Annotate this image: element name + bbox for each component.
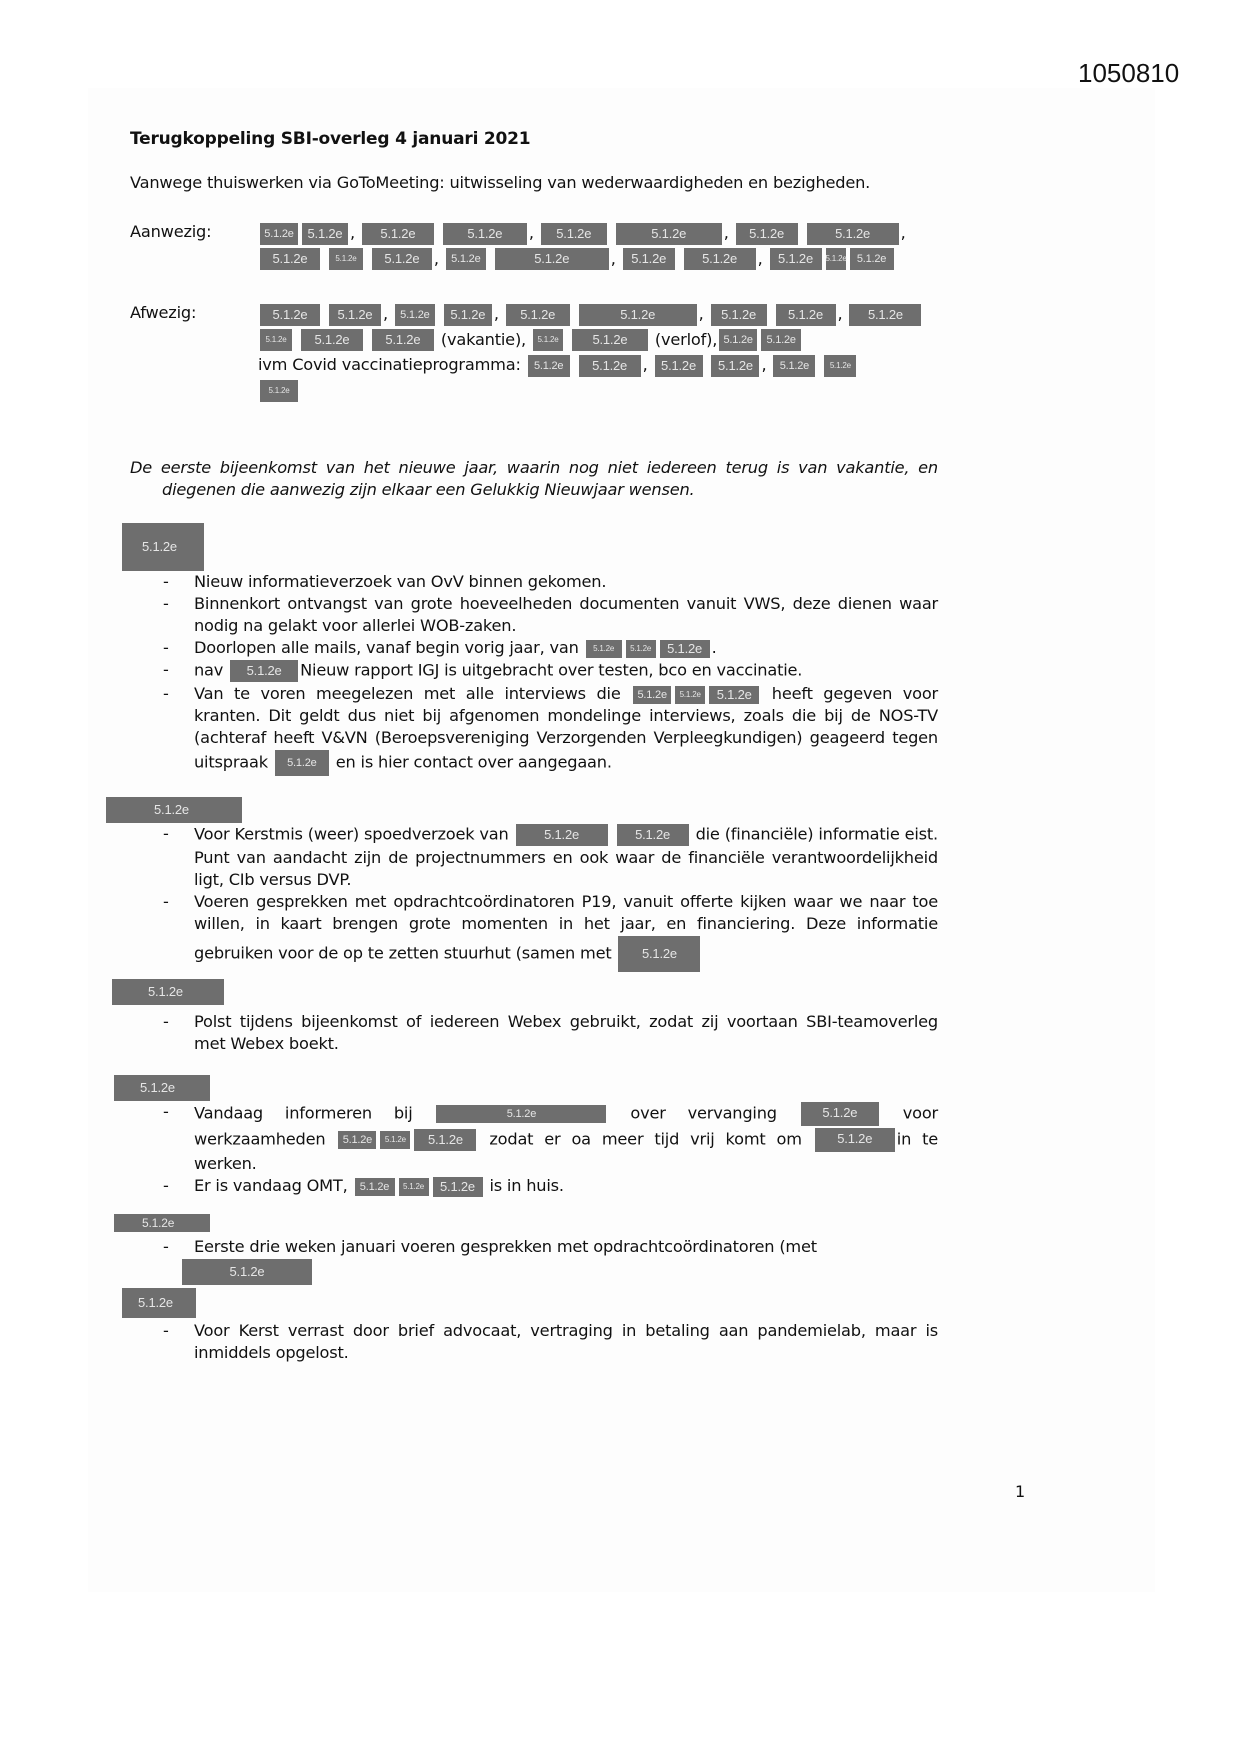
list-item bbox=[130, 637, 938, 659]
item-text: Polst tijdens bijeenkomst of iedereen Webex gebruikt, zodat zij voortaan SBI-teamoverleg met Webex boekt. bbox=[194, 1012, 938, 1053]
section-6 bbox=[130, 1288, 938, 1364]
intro-text: Vanwege thuiswerken via GoToMeeting: uitwisseling van wederwaardigheden en bbox=[130, 173, 768, 192]
separator: , bbox=[900, 223, 906, 242]
redaction: 5.1.2e bbox=[329, 248, 363, 270]
afwezig-list bbox=[258, 301, 938, 403]
item-text: die (financiële) informatie eist. Punt van aandacht zijn de projectnummers en ook waar de financiële verantwoordelijkheid ligt, CIb versus DVP. bbox=[194, 824, 938, 889]
summary-paragraph: De eerste bijeenkomst van het nieuwe jaar, waarin nog niet iedereen terug is van vakantie, en diegenen die aanwezig zijn elkaar een Gelukkig Nieuwjaar wensen. bbox=[130, 458, 938, 499]
list-item bbox=[130, 683, 938, 777]
item-text: voor werkzaamheden bbox=[194, 1103, 938, 1149]
redaction: 5.1.2e bbox=[395, 304, 435, 326]
redaction: 5.1.2e bbox=[801, 1102, 879, 1126]
document-title: Terugkoppeling SBI-overleg 4 januari 2021 bbox=[130, 129, 531, 149]
redaction: 5.1.2e bbox=[719, 329, 757, 351]
item-text: Vandaag informeren bij bbox=[194, 1103, 413, 1123]
separator: , bbox=[723, 223, 729, 242]
redaction: 5.1.2e bbox=[372, 248, 432, 270]
redaction: 5.1.2e bbox=[301, 329, 363, 351]
redaction: 5.1.2e bbox=[433, 1177, 483, 1197]
redaction: 5.1.2e bbox=[618, 936, 700, 972]
redaction: 5.1.2e bbox=[414, 1129, 476, 1151]
separator: , bbox=[493, 304, 499, 323]
section-5 bbox=[130, 1214, 938, 1286]
item-text: Nieuw informatieverzoek van OvV binnen gekomen. bbox=[194, 572, 607, 591]
item-text: en is hier contact over aangegaan. bbox=[335, 752, 612, 772]
section-heading-redaction: 5.1.2e bbox=[114, 1214, 210, 1232]
redaction: 5.1.2e bbox=[586, 640, 622, 658]
redaction: 5.1.2e bbox=[761, 329, 801, 351]
redaction: 5.1.2e bbox=[824, 355, 856, 377]
redaction: 5.1.2e bbox=[372, 329, 434, 351]
section-heading-redaction: 5.1.2e bbox=[106, 797, 242, 823]
page-number: 1 bbox=[1015, 1482, 1026, 1501]
item-text: Voeren gesprekken met opdrachtcoördinatoren P19, vanuit offerte kijken waar we naar toe willen, in kaart brengen grote momenten in het jaar, en financiering. Deze informatie gebruiken voor de op te zetten stuurhut (samen met bbox=[194, 892, 938, 963]
redaction: 5.1.2e bbox=[655, 355, 703, 377]
intro-paragraph bbox=[130, 172, 938, 194]
item-text: zodat er oa meer tijd vrij komt om bbox=[489, 1129, 802, 1149]
redaction: 5.1.2e bbox=[399, 1178, 429, 1196]
item-text: Voor Kerstmis (weer) spoedverzoek van bbox=[194, 824, 509, 844]
redaction: 5.1.2e bbox=[260, 329, 292, 351]
list-item bbox=[130, 1011, 938, 1055]
redaction: 5.1.2e bbox=[579, 304, 697, 326]
aanwezig-block bbox=[130, 220, 938, 271]
redaction: 5.1.2e bbox=[380, 1131, 410, 1149]
redaction: 5.1.2e bbox=[626, 640, 656, 658]
item-text: in te werken. bbox=[194, 1129, 938, 1173]
afwezig-block bbox=[130, 301, 938, 403]
section-3 bbox=[130, 979, 938, 1055]
item-text: Er is vandaag OMT, bbox=[194, 1176, 348, 1195]
redaction: 5.1.2e bbox=[443, 223, 527, 245]
redaction: 5.1.2e bbox=[506, 304, 570, 326]
redaction: 5.1.2e bbox=[826, 248, 846, 270]
redaction: 5.1.2e bbox=[684, 248, 756, 270]
redaction: 5.1.2e bbox=[711, 304, 767, 326]
redaction: 5.1.2e bbox=[260, 223, 298, 245]
redaction: 5.1.2e bbox=[675, 686, 705, 704]
redaction: 5.1.2e bbox=[815, 1128, 895, 1152]
item-text: heeft gegeven voor kranten. Dit geldt dus niet bij afgenomen mondelinge interviews, zoals die bij de NOS-TV (achteraf heeft V&VN (Beroepsvereniging Verzorgenden Verpleegkundigen) geageerd tegen uitspraak bbox=[194, 684, 938, 772]
list-item bbox=[130, 593, 938, 637]
vakantie-text: (vakantie), bbox=[440, 329, 527, 349]
list-item bbox=[130, 1320, 938, 1364]
separator: , bbox=[350, 223, 355, 242]
redaction: 5.1.2e bbox=[260, 304, 320, 326]
section-heading-redaction: 5.1.2e bbox=[112, 979, 224, 1005]
redaction: 5.1.2e bbox=[633, 686, 671, 704]
redaction: 5.1.2e bbox=[260, 248, 320, 270]
redaction: 5.1.2e bbox=[850, 248, 894, 270]
section-heading-redaction: 5.1.2e bbox=[122, 523, 204, 571]
separator: , bbox=[757, 248, 763, 268]
list-item bbox=[130, 823, 938, 891]
section-heading-redaction: 5.1.2e bbox=[122, 1288, 196, 1318]
separator: , bbox=[837, 304, 843, 323]
redaction: 5.1.2e bbox=[329, 304, 381, 326]
verlof-text: (verlof), bbox=[654, 329, 718, 349]
redaction: 5.1.2e bbox=[770, 248, 822, 270]
document-number: 1050810 bbox=[1078, 58, 1180, 88]
aanwezig-list bbox=[258, 220, 938, 271]
item-text: Nieuw rapport IGJ is uitgebracht over testen, bco en vaccinatie. bbox=[300, 660, 803, 680]
list-item bbox=[130, 1101, 938, 1175]
redaction: 5.1.2e bbox=[776, 304, 836, 326]
redaction: 5.1.2e bbox=[616, 223, 722, 245]
item-text: is in huis. bbox=[489, 1176, 564, 1195]
redaction: 5.1.2e bbox=[355, 1178, 395, 1196]
covid-text: ivm Covid vaccinatieprogramma: bbox=[258, 355, 521, 374]
redaction: 5.1.2e bbox=[660, 640, 710, 658]
redaction: 5.1.2e bbox=[541, 223, 607, 245]
section-1 bbox=[130, 523, 938, 777]
redaction: 5.1.2e bbox=[444, 304, 492, 326]
redaction: 5.1.2e bbox=[260, 380, 298, 402]
section-2 bbox=[130, 797, 938, 973]
redaction: 5.1.2e bbox=[572, 329, 648, 351]
separator: , bbox=[761, 355, 767, 374]
item-text: Eerste drie weken januari voeren gesprekken met opdrachtcoördinatoren (met bbox=[194, 1236, 817, 1256]
list-item bbox=[130, 1236, 938, 1286]
separator: , bbox=[382, 304, 388, 323]
item-text: . bbox=[711, 638, 717, 657]
redaction: 5.1.2e bbox=[617, 824, 689, 846]
separator: , bbox=[610, 248, 616, 268]
section-heading-redaction: 5.1.2e bbox=[114, 1075, 210, 1101]
redaction: 5.1.2e bbox=[579, 355, 641, 377]
separator: , bbox=[698, 304, 704, 323]
redaction: 5.1.2e bbox=[849, 304, 921, 326]
section-4 bbox=[130, 1075, 938, 1198]
redaction: 5.1.2e bbox=[230, 660, 298, 682]
redaction: 5.1.2e bbox=[709, 686, 759, 704]
separator: , bbox=[642, 355, 648, 374]
item-text: Voor Kerst verrast door brief advocaat, vertraging in betaling aan pandemielab, maar is inmiddels opgelost. bbox=[194, 1320, 938, 1362]
redaction: 5.1.2e bbox=[807, 223, 899, 245]
redaction: 5.1.2e bbox=[436, 1105, 606, 1123]
afwezig-label: Afwezig: bbox=[130, 303, 197, 322]
redaction: 5.1.2e bbox=[533, 329, 563, 351]
redaction: 5.1.2e bbox=[528, 355, 570, 377]
redaction: 5.1.2e bbox=[338, 1131, 376, 1149]
redaction: 5.1.2e bbox=[623, 248, 675, 270]
redaction: 5.1.2e bbox=[362, 223, 434, 245]
redaction: 5.1.2e bbox=[495, 248, 609, 270]
separator: , bbox=[433, 248, 439, 268]
aanwezig-label: Aanwezig: bbox=[130, 222, 212, 241]
redaction: 5.1.2e bbox=[275, 750, 329, 776]
redaction: 5.1.2e bbox=[773, 355, 815, 377]
item-text: nav bbox=[194, 660, 224, 680]
list-item bbox=[130, 571, 938, 593]
separator: , bbox=[528, 223, 534, 242]
list-item bbox=[130, 659, 938, 683]
list-item bbox=[130, 1175, 938, 1198]
item-text: Binnenkort ontvangst van grote hoeveelheden documenten vanuit VWS, deze dienen waar nodig na gelakt voor allerlei WOB-zaken. bbox=[194, 594, 938, 635]
redaction: 5.1.2e bbox=[516, 824, 608, 846]
redaction: 5.1.2e bbox=[711, 355, 759, 377]
redaction: 5.1.2e bbox=[446, 248, 486, 270]
redaction: 5.1.2e bbox=[302, 223, 348, 245]
item-text: Doorlopen alle mails, vanaf begin vorig jaar, van bbox=[194, 638, 579, 657]
intro-text-cont: bezigheden. bbox=[772, 173, 871, 192]
redaction: 5.1.2e bbox=[736, 223, 798, 245]
list-item bbox=[130, 891, 938, 973]
document-content bbox=[130, 128, 938, 1364]
item-text: Van te voren meegelezen met alle interviews die bbox=[194, 684, 621, 703]
item-text: over vervanging bbox=[630, 1103, 777, 1123]
redaction: 5.1.2e bbox=[182, 1259, 312, 1285]
